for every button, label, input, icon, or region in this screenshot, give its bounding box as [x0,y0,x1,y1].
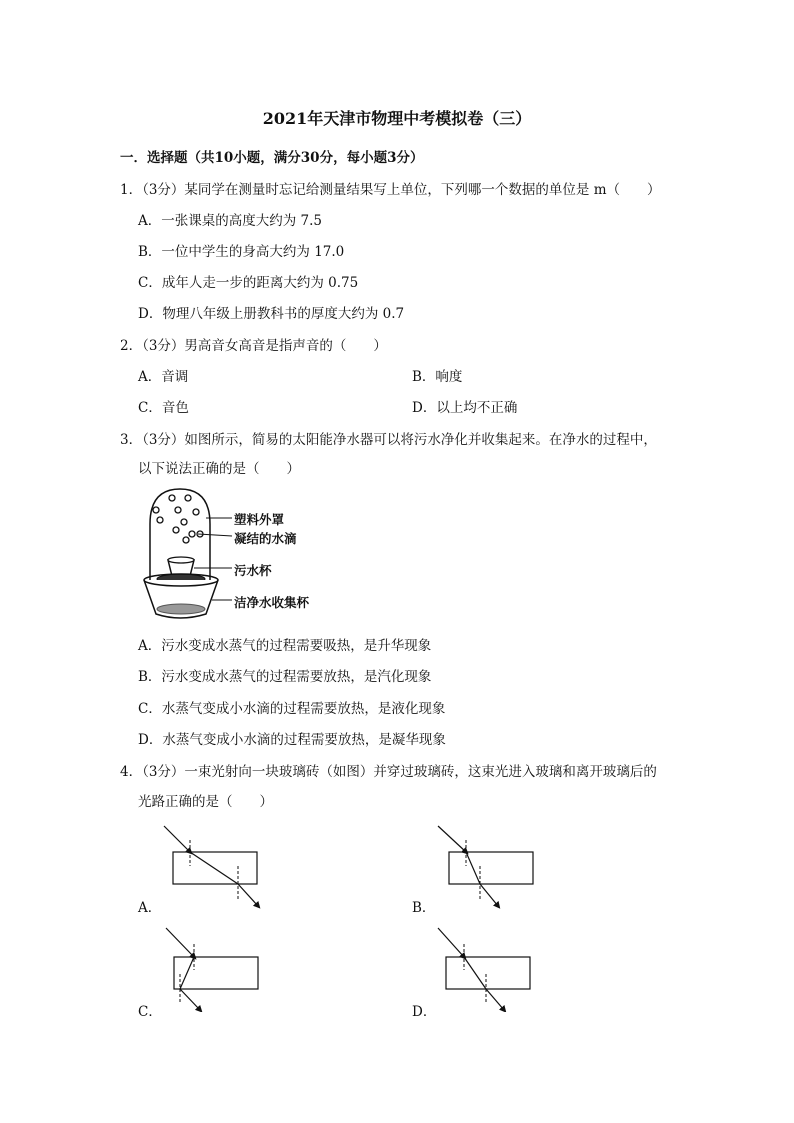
figure-label-dirty-water-cup: 污水杯 [234,563,272,578]
question-3-option-d: D．水蒸气变成小水滴的过程需要放热，是凝华现象 [138,732,446,748]
question-3-stem: 3．（3分）如图所示，简易的太阳能净水器可以将污水净化并收集起来。在净水的过程中， [120,432,657,448]
question-4-option-a: A． [138,900,162,916]
question-4-stem-continued: 光路正确的是（ ） [138,794,273,810]
question-3-option-c: C．水蒸气变成小水滴的过程需要放热，是液化现象 [138,701,446,717]
question-1-option-b: B．一位中学生的身高大约为 17.0 [138,244,345,260]
question-1-option-d: D．物理八年级上册教科书的厚度大约为 0.7 [138,306,405,322]
question-1-option-c: C．成年人走一步的距离大约为 0.75 [138,275,359,291]
question-3-stem-continued: 以下说法正确的是（ ） [138,461,300,477]
light-path-figure-b [432,822,542,910]
light-path-figure-a [158,822,268,910]
question-1-stem: 1．（3分）某同学在测量时忘记给测量结果写上单位，下列哪一个数据的单位是 m（ ） [120,182,661,198]
light-path-figure-d [428,924,538,1012]
question-1-option-a: A．一张课桌的高度大约为 7.5 [138,213,323,229]
question-2-option-c: C．音色 [138,400,189,416]
question-4-option-b: B． [412,900,436,916]
figure-label-clean-water-cup: 洁净水收集杯 [234,595,310,610]
light-path-figure-c [160,924,270,1012]
figure-label-plastic-cover: 塑料外罩 [234,512,285,527]
question-2-stem: 2．（3分）男高音女高音是指声音的（ ） [120,338,387,354]
question-4-option-c: C． [138,1004,162,1020]
question-2-option-a: A．音调 [138,369,189,385]
question-4-option-d: D． [412,1004,437,1020]
question-3-option-b: B．污水变成水蒸气的过程需要放热，是汽化现象 [138,669,432,685]
section-heading: 一．选择题（共10小题，满分30分，每小题3分） [120,150,424,166]
question-3-option-a: A．污水变成水蒸气的过程需要吸热，是升华现象 [138,638,432,654]
question-4-stem: 4．（3分）一束光射向一块玻璃砖（如图）并穿过玻璃砖，这束光进入玻璃和离开玻璃后的 [120,764,657,780]
page-title: 2021年天津市物理中考模拟卷（三） [262,109,532,128]
figure-label-condensed-droplets: 凝结的水滴 [234,531,297,546]
question-2-option-d: D．以上均不正确 [412,400,518,416]
question-2-option-b: B．响度 [412,369,463,385]
